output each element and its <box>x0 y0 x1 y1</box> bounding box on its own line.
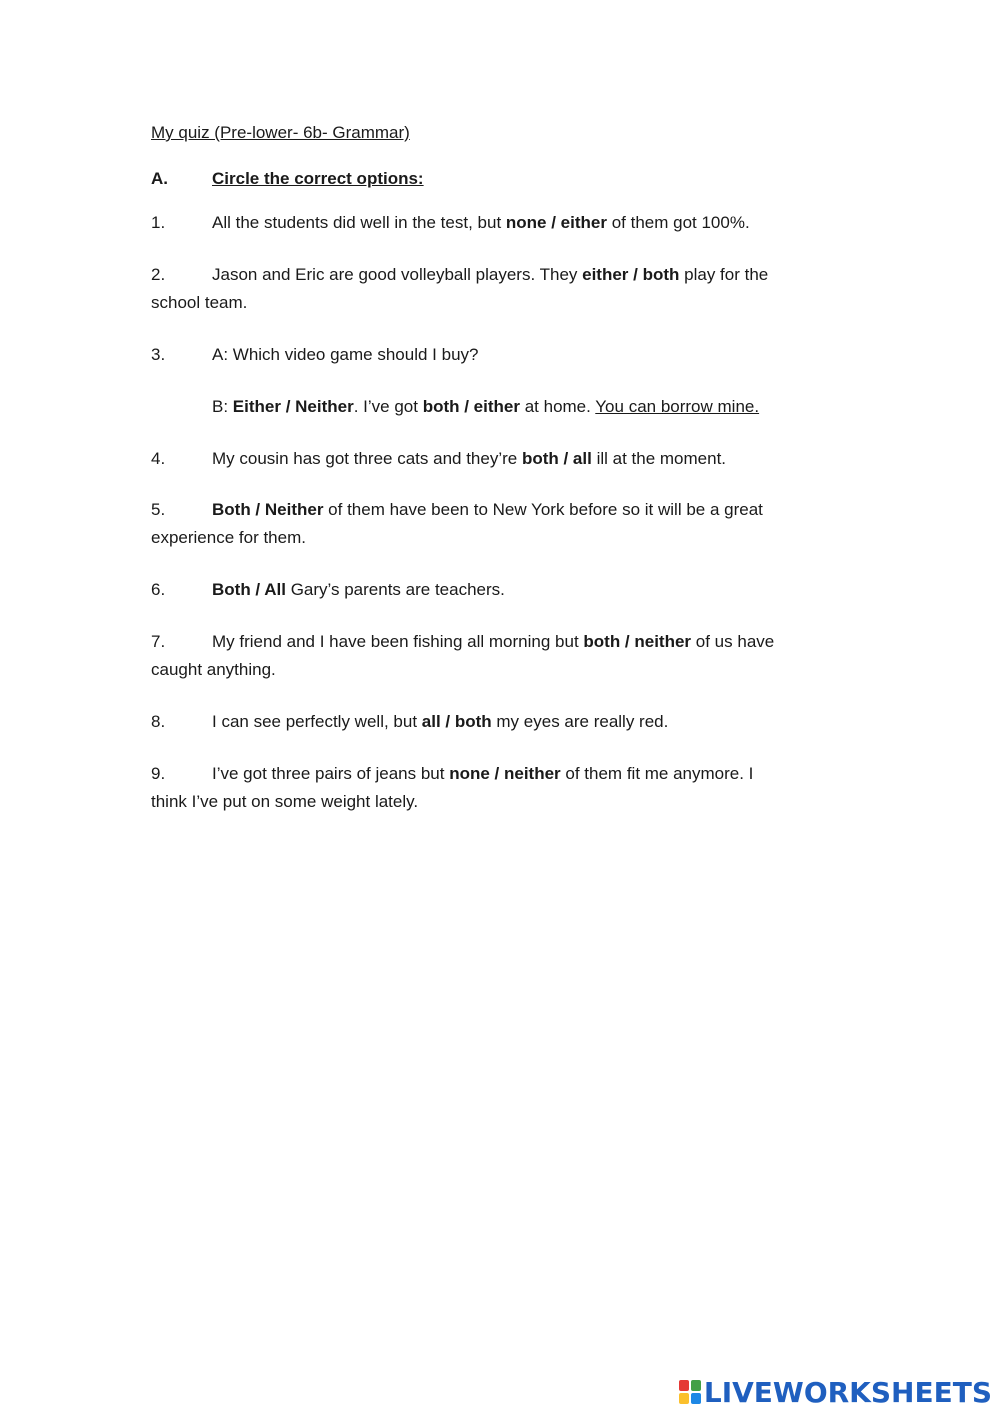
question-text: All the students did well in the test, but <box>212 213 506 232</box>
question-text: Jason and Eric are good volleyball players. They <box>212 265 583 284</box>
underlined-text: You can borrow mine. <box>595 397 760 416</box>
question-text: at home. <box>519 397 596 416</box>
question-2-continued: school team. <box>151 293 248 312</box>
answer-options[interactable]: Both / All <box>212 580 286 599</box>
liveworksheets-logo <box>679 1377 992 1407</box>
answer-options[interactable]: either / both <box>582 265 680 284</box>
page-title: My quiz (Pre-lower- 6b- Grammar) <box>151 123 410 142</box>
answer-options[interactable]: both / neither <box>583 632 692 651</box>
question-6 <box>151 579 505 601</box>
question-text: of them have been to New York before so it will be a great <box>323 500 763 519</box>
question-number: 7. <box>151 632 166 651</box>
question-number: 1. <box>151 213 166 232</box>
question-text: B: <box>212 397 233 416</box>
answer-options[interactable]: none / neither <box>449 764 561 783</box>
question-text: . I’ve got <box>353 397 423 416</box>
question-text: my eyes are really red. <box>491 712 669 731</box>
question-text: A: Which video game should I buy? <box>212 345 479 364</box>
question-text: of them got 100%. <box>606 213 750 232</box>
question-text: My cousin has got three cats and they’re <box>212 449 522 468</box>
question-number: 8. <box>151 712 166 731</box>
question-text: ill at the moment. <box>591 449 727 468</box>
question-5-continued: experience for them. <box>151 528 306 547</box>
question-number: 3. <box>151 345 166 364</box>
question-text: play for the <box>679 265 769 284</box>
question-text: of them fit me anymore. I <box>560 764 754 783</box>
question-text: of us have <box>691 632 775 651</box>
question-3 <box>151 344 478 366</box>
question-number: 9. <box>151 764 166 783</box>
liveworksheets-logo-text: LIVEWORKSHEETS <box>703 1375 992 1409</box>
question-4 <box>151 448 726 470</box>
question-number: 5. <box>151 500 166 519</box>
question-2 <box>151 264 768 286</box>
answer-options[interactable]: both / either <box>422 397 520 416</box>
liveworksheets-logo-icon <box>679 1380 701 1404</box>
answer-options[interactable]: Both / Neither <box>212 500 324 519</box>
question-9-continued: think I’ve put on some weight lately. <box>151 792 419 811</box>
question-number: 4. <box>151 449 166 468</box>
question-number: 6. <box>151 580 166 599</box>
answer-options[interactable]: both / all <box>521 449 592 468</box>
question-1 <box>151 212 750 234</box>
section-letter: A. <box>151 169 168 188</box>
question-7 <box>151 631 774 653</box>
question-text: My friend and I have been fishing all morning but <box>212 632 584 651</box>
question-8 <box>151 711 668 733</box>
answer-options[interactable]: Either / Neither <box>232 397 354 416</box>
question-7-continued: caught anything. <box>151 660 276 679</box>
question-number: 2. <box>151 265 166 284</box>
section-instruction: Circle the correct options: <box>212 169 424 188</box>
question-text: Gary’s parents are teachers. <box>285 580 505 599</box>
question-3-reply <box>212 396 759 418</box>
answer-options[interactable]: none / either <box>505 213 607 232</box>
answer-options[interactable]: all / both <box>421 712 492 731</box>
question-5 <box>151 499 763 521</box>
question-text: I can see perfectly well, but <box>212 712 422 731</box>
question-9 <box>151 763 753 785</box>
section-heading <box>151 168 424 190</box>
question-text: I’ve got three pairs of jeans but <box>212 764 450 783</box>
